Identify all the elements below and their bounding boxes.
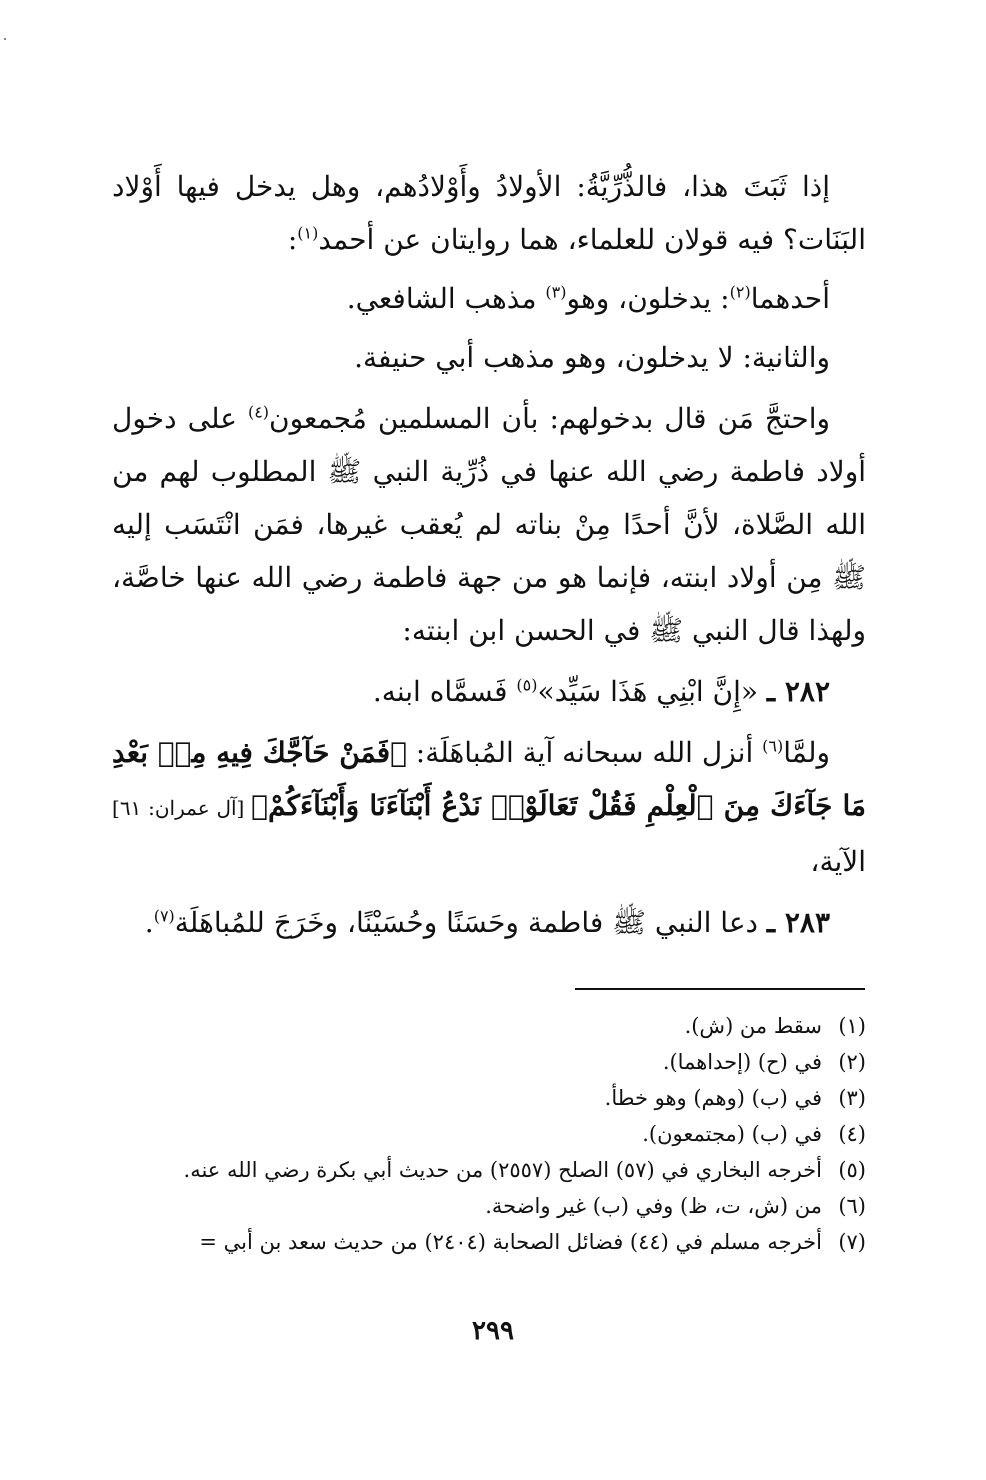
footnote-number: (٣) [838,1086,866,1110]
footnote-text: أخرجه مسلم في (٤٤) فضائل الصحابة (٢٤٠٤) من حديث سعد بن أبي = [199,1230,822,1254]
footnote-text: في (ب) (مجتمعون). [642,1122,822,1146]
footnote-separator [575,988,865,990]
footnotes [86,1008,866,1260]
page-number: ٢٩٩ [472,1316,514,1346]
margin-mark [4,38,6,40]
footnote-ref-3[interactable]: (٣) [545,282,567,302]
paragraph-text: والثانية: لا يدخلون، وهو مذهب أبي حنيفة. [354,341,830,374]
paragraph-text: . [144,906,154,939]
footnote-item [86,1224,866,1260]
hadith-text: دعا النبي ﷺ فاطمة وحَسَنًا وحُسَيْنًا، وخَرَجَ للمُباهَلَة [174,906,767,939]
hadith-text: «إِنَّ ابْنِي هَذَا سَيِّد» [537,675,767,708]
footnote-text: في (ب) (وهم) وهو خطأ. [604,1086,822,1110]
footnote-ref-2[interactable]: (٢) [729,282,751,302]
paragraph-text: واحتجَّ مَن قال بدخولهم: بأن المسلمين مُجمعون [269,402,830,435]
quran-verse: ﴿فَمَنْ حَآجَّكَ فِيهِ مِنۢ بَعْدِ مَا جَآءَكَ مِنَ ٱلْعِلْمِ فَقُلْ تَعَالَوْا۟ نَدْعُ أَبْنَآءَنَا وَأَبْنَآءَكُمْ﴾ [112,736,866,822]
paragraph-text: : [287,223,298,256]
paragraph-text: أحدهما [750,282,830,315]
footnote-number: (٥) [838,1158,866,1182]
footnote-item [86,1188,866,1224]
paragraph-text: على دخول أولاد فاطمة رضي الله عنها في ذُرِّية النبي ﷺ المطلوب لهم من الله الصَّلاة، لأنَّ أحدًا مِنْ بناته لم يُعقب غيرها، فمَن انْتَسَب إليه ﷺ مِن أولاد ابنته، فإنما هو من جهة فاطمة رضي الله عنها خاصَّة، ولهذا قال النبي ﷺ في الحسن ابن ابنته: [112,402,866,647]
paragraph-argument [112,392,866,657]
paragraph-text: ولمَّا [783,736,830,769]
paragraph-second-opinion [112,331,866,384]
paragraph-text: فَسمَّاه ابنه. [372,675,517,708]
footnote-ref-5[interactable]: (٥) [516,675,538,695]
paragraph-dhurriya [112,160,866,266]
footnote-text: من (ش، ت، ظ) وفي (ب) غير واضحة. [485,1194,822,1218]
footnote-text: في (ح) (إحداهما). [662,1050,822,1074]
paragraph-text: مذهب الشافعي. [346,282,546,315]
paragraph-mubahala [112,726,866,888]
verse-reference: [آل عمران: ٦١] [112,796,252,820]
footnote-number: (٤) [838,1122,866,1146]
footnote-number: (٧) [838,1230,866,1254]
hadith-number: ٢٨٢ ـ [766,675,830,708]
paragraph-text: : يدخلون، وهو [566,282,730,315]
footnote-text: أخرجه البخاري في (٥٧) الصلح (٢٥٥٧) من حديث أبي بكرة رضي الله عنه. [183,1158,822,1182]
footnote-item [86,1080,866,1116]
hadith-282 [112,665,866,718]
footnote-ref-6[interactable]: (٦) [762,736,784,756]
hadith-number: ٢٨٣ ـ [766,906,830,939]
paragraph-text: الآية، [810,845,866,878]
paragraph-text: أنزل الله سبحانه آية المُباهَلَة: [406,736,763,769]
footnote-number: (٢) [838,1050,866,1074]
hadith-283 [112,896,866,949]
footnote-item [86,1044,866,1080]
paragraph-first-opinion [112,272,866,325]
footnote-item [86,1008,866,1044]
footnote-item [86,1152,866,1188]
footnote-text: سقط من (ش). [684,1014,822,1038]
paragraph-text: إذا ثَبَتَ هذا، فالذُّرِّيَّةُ: الأولادُ وأَوْلادُهم، وهل يدخل فيها أَوْلاد البَنَات؟ فيه قولان للعلماء، هما روايتان عن أحمد [112,170,866,256]
footnote-item [86,1116,866,1152]
footnote-ref-7[interactable]: (٧) [153,906,175,926]
main-text [112,160,866,955]
footnote-number: (٦) [838,1194,866,1218]
footnote-ref-1[interactable]: (١) [297,223,319,243]
footnote-number: (١) [838,1014,866,1038]
footnote-ref-4[interactable]: (٤) [247,402,270,422]
